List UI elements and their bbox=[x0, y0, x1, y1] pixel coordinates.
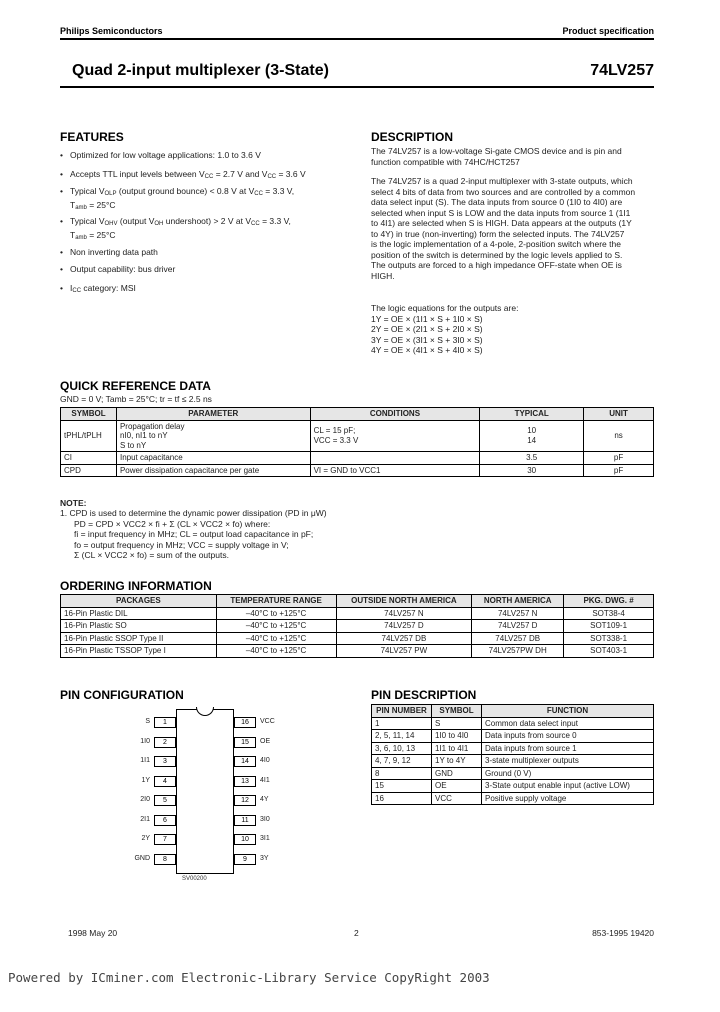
pin-label-right: 4Y bbox=[260, 796, 269, 803]
table-row: 1 S Common data select input bbox=[372, 717, 654, 730]
col-typical: TYPICAL bbox=[480, 408, 584, 421]
pin-number-left: 7 bbox=[154, 834, 176, 845]
pin-number-left: 1 bbox=[154, 717, 176, 728]
pin-label-right: 4I0 bbox=[260, 757, 270, 764]
table-row: CI Input capacitance 3.5 pF bbox=[61, 452, 654, 465]
description-heading: DESCRIPTION bbox=[371, 130, 454, 144]
pin-number-right: 9 bbox=[234, 854, 256, 865]
pin-number-left: 8 bbox=[154, 854, 176, 865]
footer-doc-code: 853-1995 19420 bbox=[592, 928, 654, 938]
pin-label-left: 2Y bbox=[141, 835, 150, 842]
bullet-icon: • bbox=[60, 169, 63, 179]
pin-number-right: 15 bbox=[234, 737, 256, 748]
pin-description-table: PIN NUMBER SYMBOL FUNCTION 1 S Common data select input 2, 5, 11, 14 1I0 to 4I0 Data inputs from source 0 3, 6, 10, 13 1I1 to 4I1 Data inputs from source 1 4, 7, 9, 12 1Y to 4Y 3-state multiplexer outputs 8 GND Ground (0 V) 15 OE 3-State output enable input (active LOW) 16 VCC Positive supply voltage bbox=[371, 704, 654, 805]
feature-text: Typical VOLP (output ground bounce) < 0.8 V at VCC = 3.3 V, Tamb = 25°C bbox=[70, 186, 295, 211]
table-row: CPD Power dissipation capacitance per gate VI = GND to VCC1 30 pF bbox=[61, 464, 654, 477]
part-number: 74LV257 bbox=[590, 62, 654, 79]
pin-number-right: 16 bbox=[234, 717, 256, 728]
bullet-icon: • bbox=[60, 186, 63, 196]
table-row: 16-Pin Plastic SO –40°C to +125°C 74LV257 D 74LV257 D SOT109-1 bbox=[61, 620, 654, 633]
col-symbol: SYMBOL bbox=[61, 408, 117, 421]
description-body: The 74LV257 is a quad 2-input multiplexer with 3-state outputs, which select 4 bits of data from two sources and are controlled by a common data select input (S). The data inputs from source 0 (1I0 to 4I0) are selected when input S is LOW and the data inputs from source 1 (1I1 to 4I1) are selected when S is HIGH. Data appears at the outputs (1Y to 4Y) in true (non-inverting) form the selected inputs. The 74LV257 is the logic implementation of a 4-pole, 2-position switch where the position of the switch is determined by the logic levels applied to S. The outputs are forced to a high impedance OFF-state when OE is HIGH. bbox=[371, 176, 636, 281]
table-row: 16-Pin Plastic TSSOP Type I –40°C to +125°C 74LV257 PW 74LV257PW DH SOT403-1 bbox=[61, 645, 654, 658]
ordering-table: PACKAGES TEMPERATURE RANGE OUTSIDE NORTH AMERICA NORTH AMERICA PKG. DWG. # 16-Pin Plastic DIL –40°C to +125°C 74LV257 N 74LV257 N SOT38-4 16-Pin Plastic SO –40°C to +125°C 74LV257 D 74LV257 D SOT109-1 16-Pin Plastic SSOP Type II –40°C to +125°C 74LV257 DB 74LV257 DB SOT338-1 16-Pin Plastic TSSOP Type I –40°C to +125°C 74LV257 PW 74LV257PW DH SOT403-1 bbox=[60, 594, 654, 658]
pin-number-left: 5 bbox=[154, 795, 176, 806]
pin-number-right: 10 bbox=[234, 834, 256, 845]
bullet-icon: • bbox=[60, 264, 63, 274]
pin-desc-heading: PIN DESCRIPTION bbox=[371, 688, 477, 702]
feature-text: Optimized for low voltage applications: 1.0 to 3.6 V bbox=[70, 150, 261, 160]
col-conditions: CONDITIONS bbox=[310, 408, 480, 421]
pin-number-left: 6 bbox=[154, 815, 176, 826]
company-name: Philips Semiconductors bbox=[60, 26, 163, 36]
table-row: 16-Pin Plastic SSOP Type II –40°C to +125°C 74LV257 DB 74LV257 DB SOT338-1 bbox=[61, 632, 654, 645]
pin-label-left: S bbox=[145, 718, 150, 725]
pin-label-right: 3Y bbox=[260, 854, 269, 862]
table-row: 16-Pin Plastic DIL –40°C to +125°C 74LV257 N 74LV257 N SOT38-4 bbox=[61, 607, 654, 620]
title-rule bbox=[60, 86, 654, 88]
pin-label-left: 1Y bbox=[141, 776, 150, 784]
table-row: 2, 5, 11, 14 1I0 to 4I0 Data inputs from source 0 bbox=[372, 730, 654, 743]
pin-number-right: 11 bbox=[234, 815, 256, 826]
pin-label-right: VCC bbox=[260, 718, 275, 725]
bullet-icon: • bbox=[60, 150, 63, 160]
pin-number-left: 4 bbox=[154, 776, 176, 787]
pin-label-left: 1I1 bbox=[140, 757, 150, 764]
footer-page-number: 2 bbox=[354, 928, 359, 938]
logic-equations: The logic equations for the outputs are: 1Y = OE × (1I1 × S + 1I0 × S) 2Y = OE × (2I1 × S + 2I0 × S) 3Y = OE × (3I1 × S + 3I0 × S) 4Y = OE × (4I1 × S + 4I0 × S) bbox=[371, 303, 519, 355]
feature-text: Accepts TTL input levels between VCC = 2.7 V and VCC = 3.6 V bbox=[70, 169, 306, 180]
header-rule bbox=[60, 38, 654, 40]
pin-label-right: 3I1 bbox=[260, 835, 270, 842]
pin-label-left: 2I1 bbox=[140, 815, 150, 823]
pin-label-left: GND bbox=[134, 854, 150, 862]
col-unit: UNIT bbox=[584, 408, 654, 421]
feature-text: Non inverting data path bbox=[70, 247, 158, 257]
pin-label-right: OE bbox=[260, 737, 271, 745]
table-row: 8 GND Ground (0 V) bbox=[372, 767, 654, 780]
pin-label-right: 4I1 bbox=[260, 776, 270, 784]
pin-label-right: 3I0 bbox=[260, 815, 270, 823]
ordering-heading: ORDERING INFORMATION bbox=[60, 579, 212, 593]
quick-reference-heading: QUICK REFERENCE DATA bbox=[60, 379, 211, 393]
bullet-icon: • bbox=[60, 216, 63, 226]
pin-label-left: 1I0 bbox=[140, 737, 150, 745]
table-row: 16 VCC Positive supply voltage bbox=[372, 792, 654, 805]
notes: 1. CPD is used to determine the dynamic power dissipation (PD in μW) PD = CPD × VCC2 × fi + Σ (CL × VCC2 × fo) where: fi = input frequency in MHz; CL = output load capacitance in pF; fo = output frequency in MHz; VCC = supply voltage in V; Σ (CL × VCC2 × fo) = sum of the outputs. bbox=[60, 508, 327, 560]
feature-text: ICC category: MSI bbox=[70, 283, 136, 294]
footer-date: 1998 May 20 bbox=[68, 928, 118, 938]
pin-number-left: 3 bbox=[154, 756, 176, 767]
col-parameter: PARAMETER bbox=[116, 408, 310, 421]
table-row: 4, 7, 9, 12 1Y to 4Y 3-state multiplexer outputs bbox=[372, 755, 654, 768]
feature-text: Typical VOHV (output VOH undershoot) > 2 V at VCC = 3.3 V, Tamb = 25°C bbox=[70, 216, 291, 241]
pin-number-right: 13 bbox=[234, 776, 256, 787]
pin-config-heading: PIN CONFIGURATION bbox=[60, 688, 184, 702]
quick-reference-table bbox=[60, 407, 654, 477]
description-intro: The 74LV257 is a low-voltage Si-gate CMOS device and is pin and function compatible with 74HC/HCT257 bbox=[371, 146, 622, 167]
pin-diagram bbox=[130, 706, 280, 886]
features-heading: FEATURES bbox=[60, 130, 124, 144]
table-row: 3, 6, 10, 13 1I1 to 4I1 Data inputs from source 1 bbox=[372, 742, 654, 755]
pin-label-left: 2I0 bbox=[140, 796, 150, 803]
quick-reference-conditions: GND = 0 V; Tamb = 25°C; tr = tf ≤ 2.5 ns bbox=[60, 394, 212, 404]
feature-text: Output capability: bus driver bbox=[70, 264, 176, 274]
note-heading: NOTE: bbox=[60, 498, 87, 508]
page-title: Quad 2-input multiplexer (3-State) bbox=[72, 62, 329, 79]
figure-code: SV00200 bbox=[182, 876, 207, 882]
document-type: Product specification bbox=[562, 26, 654, 36]
ic-body bbox=[176, 709, 234, 874]
bullet-icon: • bbox=[60, 247, 63, 257]
bullet-icon: • bbox=[60, 283, 63, 293]
table-row: 15 OE 3-State output enable input (active LOW) bbox=[372, 780, 654, 793]
watermark-footer: Powered by ICminer.com Electronic-Library Service CopyRight 2003 bbox=[8, 970, 490, 985]
pin-number-left: 2 bbox=[154, 737, 176, 748]
pin-number-right: 14 bbox=[234, 756, 256, 767]
table-row: tPHL/tPLH Propagation delay nI0, nI1 to nY S to nY CL = 15 pF; VCC = 3.3 V 10 14 ns bbox=[61, 420, 654, 452]
pin-number-right: 12 bbox=[234, 795, 256, 806]
